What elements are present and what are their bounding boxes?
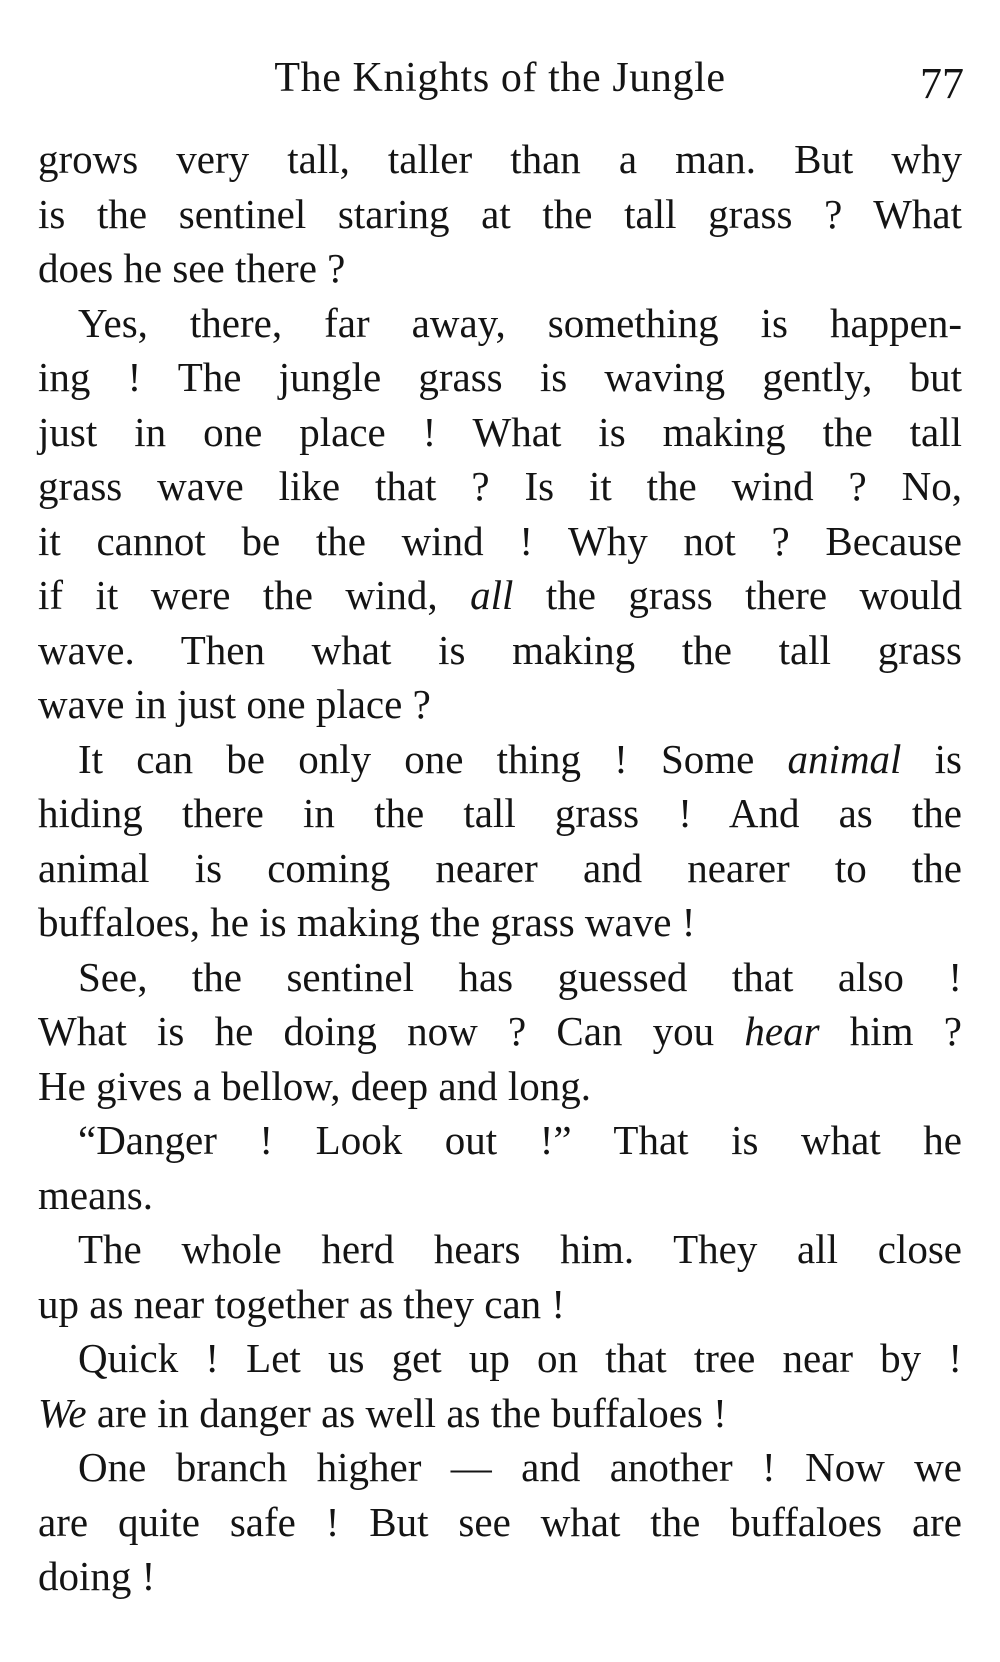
- text-run: if it were the wind,: [38, 572, 471, 618]
- paragraph: [38, 1331, 962, 1440]
- italic-text: all: [470, 572, 514, 618]
- paragraph: [38, 950, 962, 1114]
- text-line: animal is coming nearer and nearer to the: [38, 844, 962, 891]
- text-line: it cannot be the wind ! Why not ? Because: [38, 517, 962, 564]
- italic-text: hear: [744, 1008, 820, 1054]
- text-line: just in one place ! What is making the tall: [38, 408, 962, 455]
- running-head: [0, 48, 1000, 108]
- text-line: Quick ! Let us get up on that tree near by !: [78, 1335, 962, 1381]
- text-line: wave. Then what is making the tall grass: [38, 626, 962, 673]
- text-run: is: [901, 735, 962, 782]
- text-run: What is he doing now ? Can you: [38, 1008, 745, 1054]
- running-title: The Knights of the Jungle: [274, 55, 726, 101]
- text-line: does he see there ?: [38, 245, 346, 291]
- text-line: are quite safe ! But see what the buffaloes are: [38, 1498, 962, 1545]
- text-line: [38, 1386, 962, 1441]
- italic-text: We: [38, 1389, 87, 1436]
- paragraph: [38, 1440, 962, 1604]
- text-line: One branch higher — and another ! Now we: [78, 1444, 962, 1490]
- text-line: Yes, there, far away, something is happen-: [78, 299, 962, 346]
- body-text: [38, 132, 962, 1604]
- text-line: hiding there in the tall grass ! And as the: [38, 790, 962, 836]
- paragraph: [38, 296, 962, 732]
- text-line: doing !: [38, 1553, 156, 1599]
- text-line: The whole herd hears him. They all close: [78, 1226, 962, 1272]
- text-line: “Danger ! Look out !” That is what he: [78, 1117, 962, 1163]
- text-run: It can be only one thing ! Some: [78, 735, 788, 782]
- text-line: See, the sentinel has guessed that also !: [78, 953, 962, 1000]
- paragraph: [38, 732, 962, 950]
- text-line: up as near together as they can !: [38, 1280, 566, 1327]
- text-line: [38, 1004, 962, 1059]
- text-run: the grass there would: [513, 572, 962, 618]
- paragraph: [38, 1222, 962, 1331]
- text-line: [38, 568, 962, 623]
- text-line: buffaloes, he is making the grass wave !: [38, 899, 696, 945]
- text-line: ing ! The jungle grass is waving gently, but: [38, 354, 962, 400]
- text-run: are in danger as well as the buffaloes !: [86, 1389, 727, 1436]
- text-line: [38, 732, 962, 787]
- paragraph: [38, 1113, 962, 1222]
- text-line: means.: [38, 1171, 153, 1218]
- text-line: He gives a bellow, deep and long.: [38, 1062, 591, 1109]
- text-line: is the sentinel staring at the tall grass ? What: [38, 190, 962, 237]
- text-line: wave in just one place ?: [38, 681, 431, 727]
- text-line: grows very tall, taller than a man. But why: [38, 136, 962, 182]
- text-line: grass wave like that ? Is it the wind ? No,: [38, 463, 962, 509]
- text-run: him ?: [819, 1008, 962, 1054]
- paragraph: [38, 132, 962, 296]
- italic-text: animal: [787, 735, 902, 782]
- page-number: 77: [920, 59, 964, 108]
